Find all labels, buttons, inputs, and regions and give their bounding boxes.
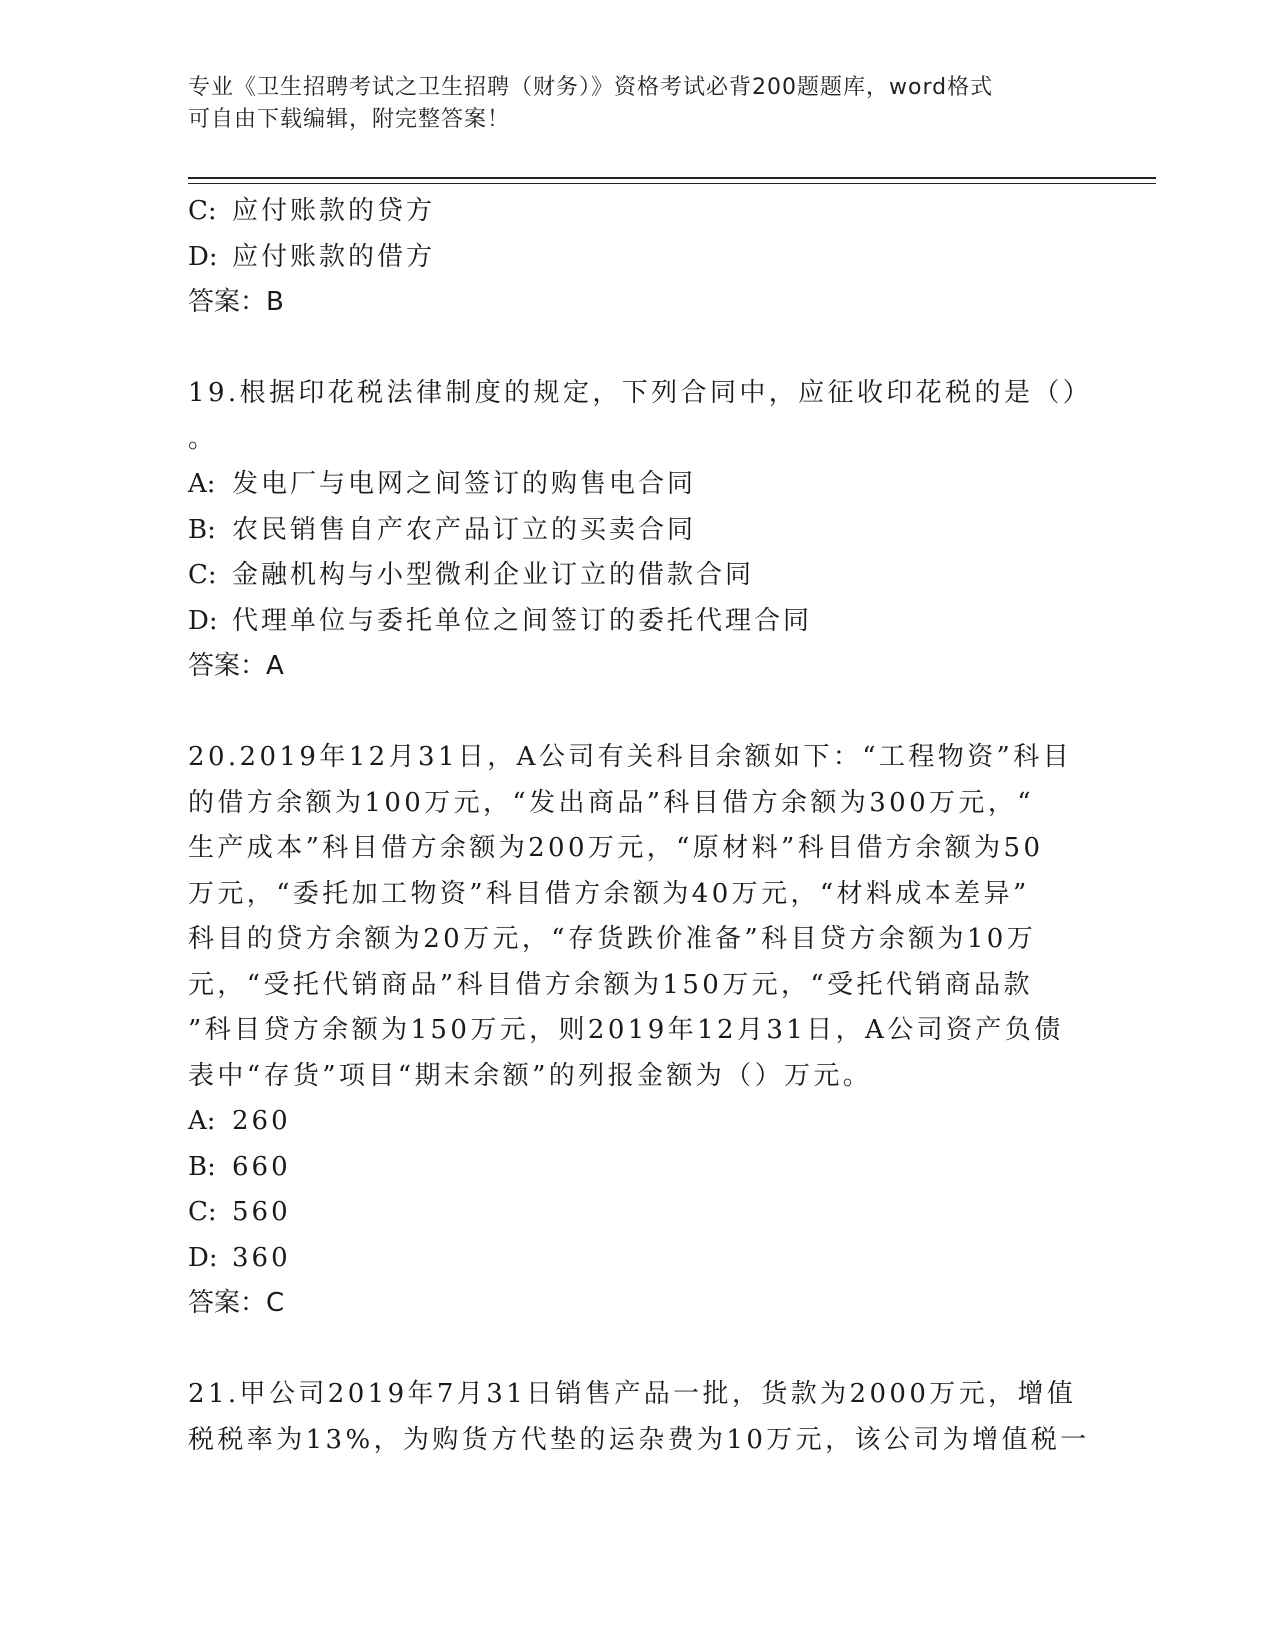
question-stem-line: 的借方余额为100万元，“发出商品”科目借方余额为300万元，“ (188, 787, 1034, 818)
document-header (188, 72, 1068, 136)
header-rule-thin (188, 183, 1156, 184)
option-c: C: 金融机构与小型微利企业订立的借款合同 (188, 560, 755, 590)
option-d: D: 360 (188, 1242, 291, 1273)
question-stem-line: 生产成本”科目借方余额为200万元，“原材料”科目借方余额为50 (188, 833, 1044, 863)
question-stem-line: 20.2019年12月31日，A公司有关科目余额如下：“工程物资”科目 (188, 742, 1073, 772)
option-d: D: 应付账款的借方 (188, 241, 436, 272)
question-stem-line: ”科目贷方余额为150万元，则2019年12月31日，A公司资产负债 (188, 1015, 1064, 1045)
spacer (188, 326, 1068, 372)
spacer (188, 1327, 1068, 1373)
option-a: A: 260 (188, 1106, 291, 1136)
option-a: A: 发电厂与电网之间签订的购售电合同 (188, 469, 697, 499)
option-d: D: 代理单位与委托单位之间签订的委托代理合同 (188, 605, 813, 636)
option-b: B: 农民销售自产农产品订立的买卖合同 (188, 514, 697, 545)
header-line-2: 可自由下载编辑，附完整答案！ (188, 107, 511, 132)
question-stem-line: 19.根据印花税法律制度的规定，下列合同中，应征收印花税的是（） (188, 378, 1093, 408)
header-rule-thick (188, 177, 1156, 179)
question-21 (188, 1372, 1090, 1463)
option-b: B: 660 (188, 1151, 291, 1182)
document-body (188, 189, 1093, 1463)
header-line-1: 专业《卫生招聘考试之卫生招聘（财务）》资格考试必背200题题库，word格式 (188, 75, 994, 100)
answer-line: 答案：A (188, 651, 284, 681)
question-stem-line: 21.甲公司2019年7月31日销售产品一批，货款为2000万元，增值 (188, 1379, 1077, 1409)
question-stem-line: 。 (188, 423, 218, 454)
question-20 (188, 735, 1073, 1327)
answer-line: 答案：B (188, 287, 284, 317)
spacer (188, 690, 1068, 736)
previous-question-tail (188, 189, 1068, 326)
option-c: C: 560 (188, 1197, 291, 1227)
question-stem-line: 万元，“委托加工物资”科目借方余额为40万元，“材料成本差异” (188, 878, 1030, 909)
question-stem-line: 税税率为13%，为购货方代垫的运杂费为10万元，该公司为增值税一 (188, 1424, 1090, 1455)
question-stem-line: 科目的贷方余额为20万元，“存货跌价准备”科目贷方余额为10万 (188, 924, 1037, 954)
option-c: C: 应付账款的贷方 (188, 196, 436, 226)
question-19 (188, 371, 1093, 690)
question-stem-line: 元，“受托代销商品”科目借方余额为150万元，“受托代销商品款 (188, 969, 1033, 1000)
answer-line: 答案：C (188, 1288, 285, 1318)
question-stem-line: 表中“存货”项目“期末余额”的列报金额为（）万元。 (188, 1060, 873, 1091)
